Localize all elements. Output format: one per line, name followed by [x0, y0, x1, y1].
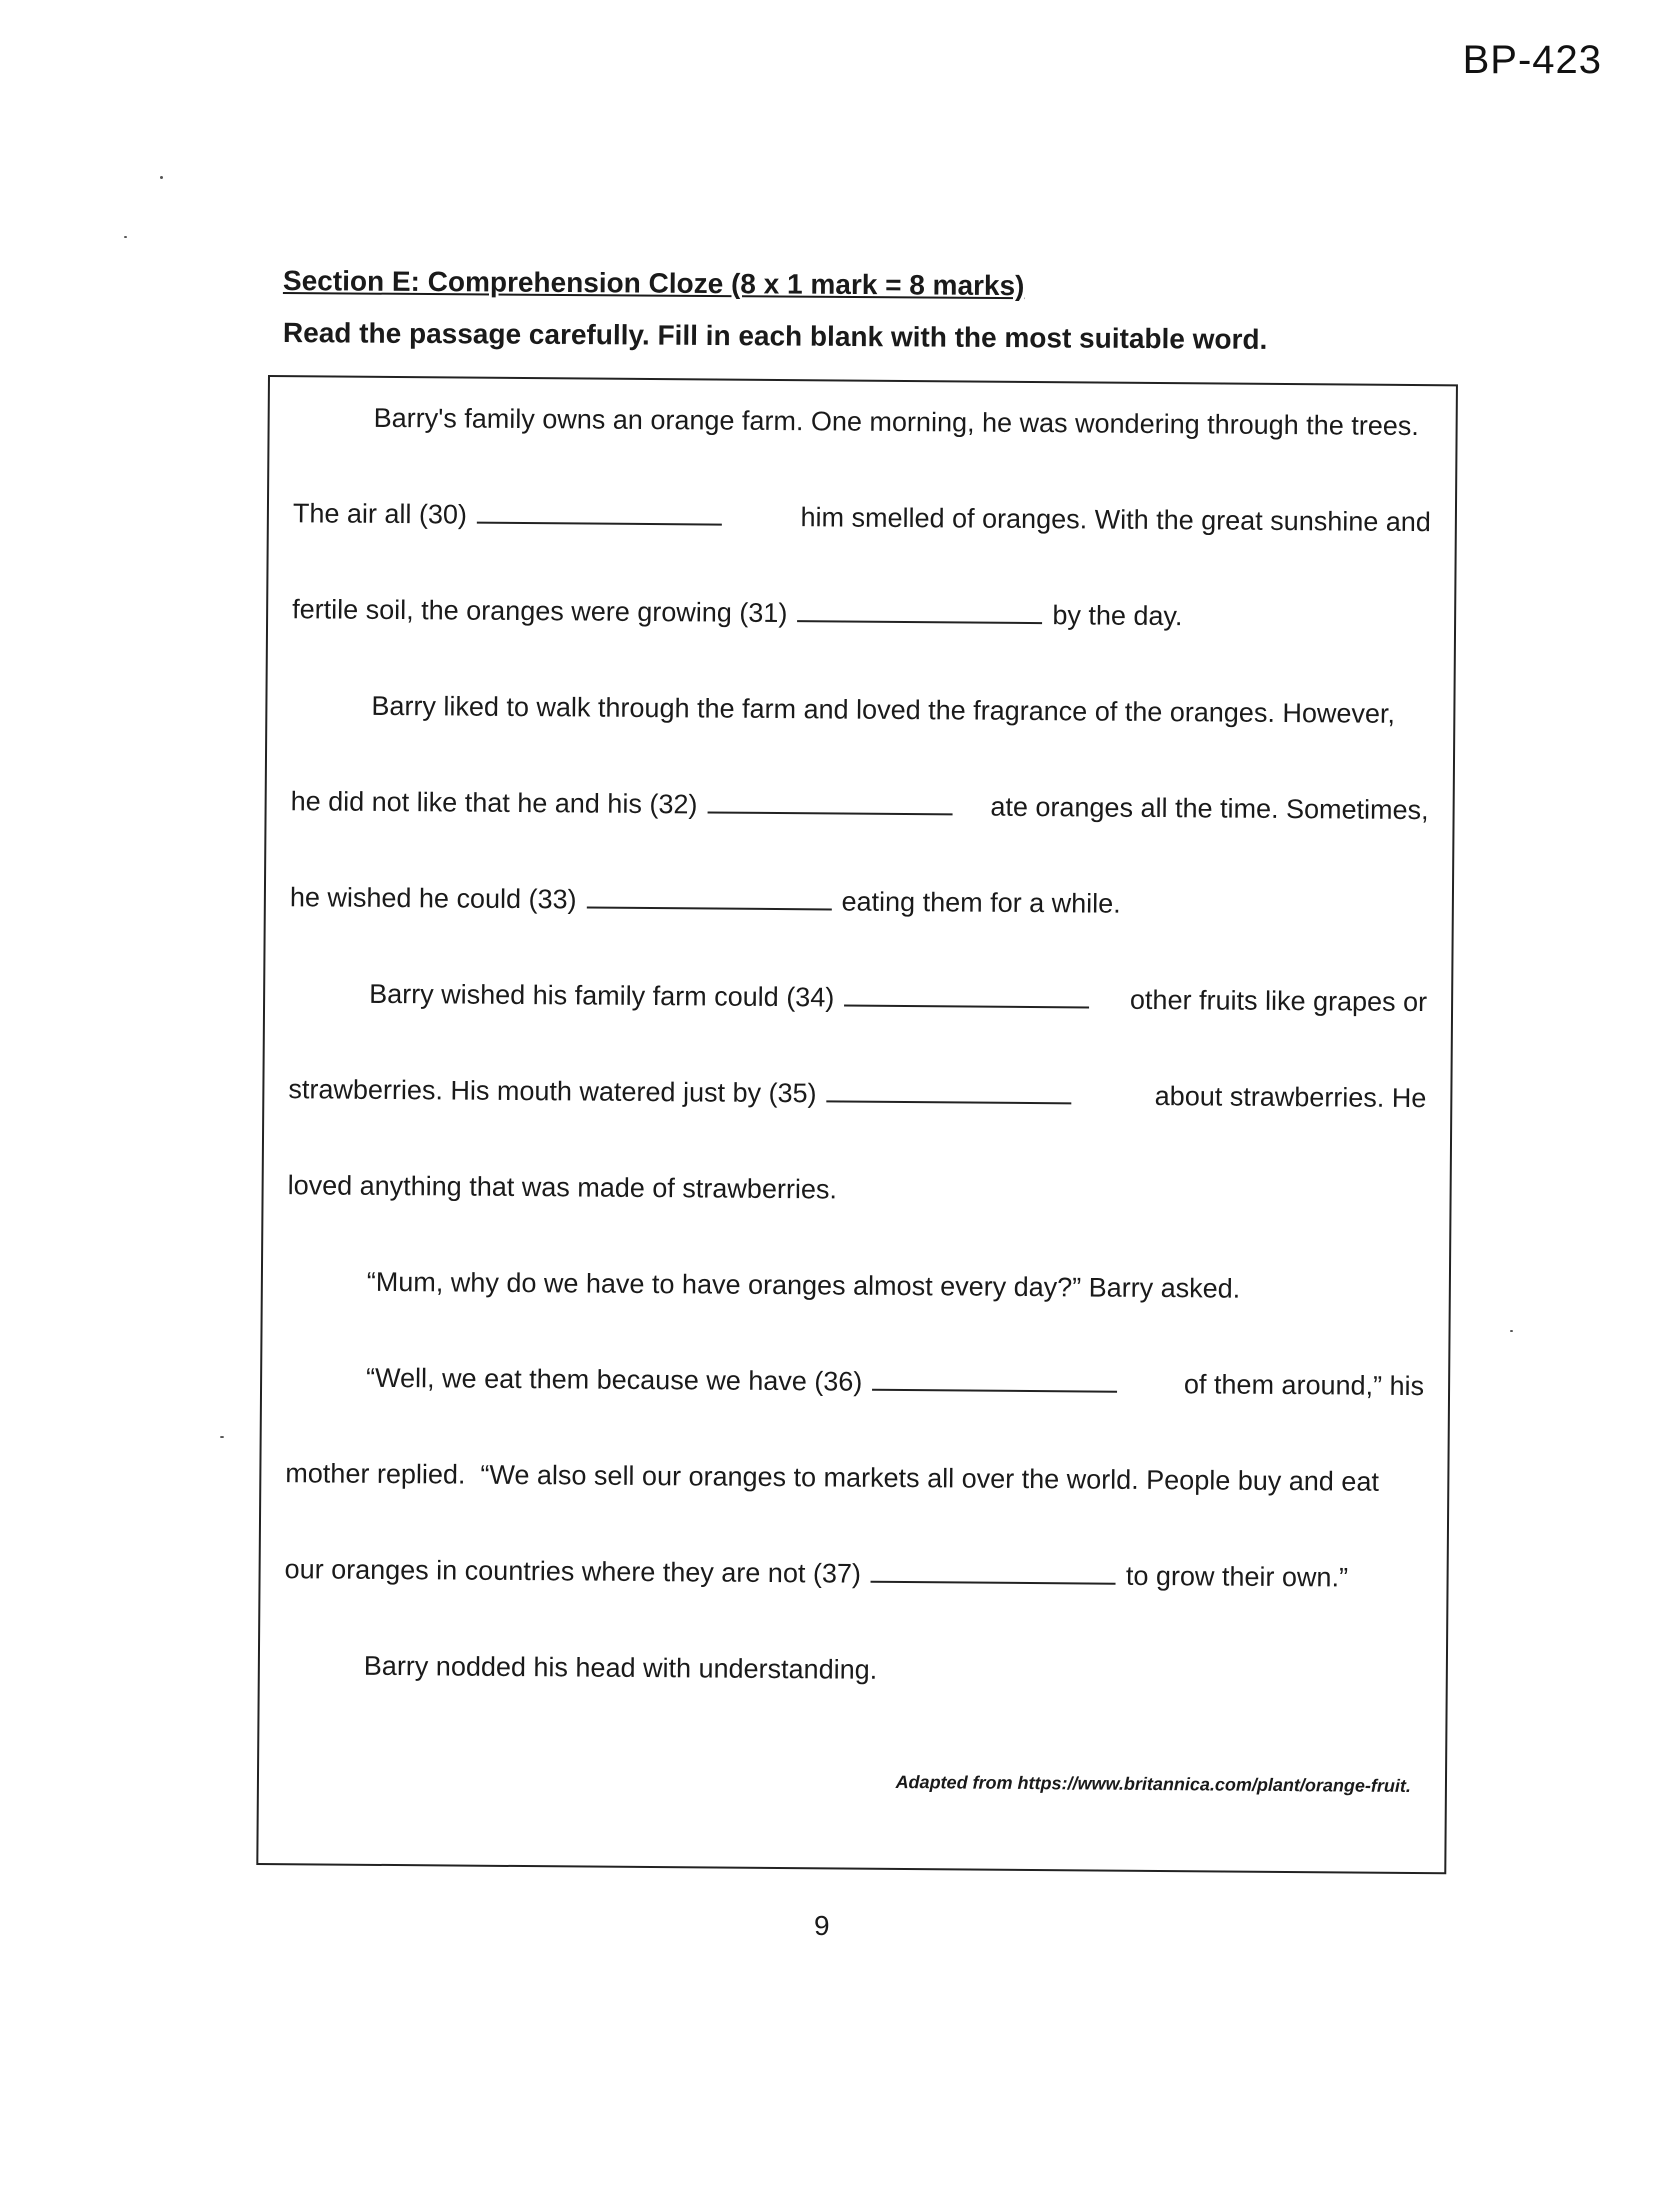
passage-line: Barry nodded his head with understanding. — [363, 1650, 878, 1685]
blank-36[interactable] — [872, 1367, 1117, 1393]
page-code: BP-423 — [1462, 38, 1602, 82]
passage-line: he did not like that he and his (32) ate oranges all the time. Sometimes, — [290, 786, 1429, 826]
blank-34[interactable] — [844, 983, 1089, 1009]
blank-33[interactable] — [587, 885, 832, 911]
passage-line: Barry's family owns an orange farm. One morning, he was wondering through the trees. — [373, 402, 1419, 442]
passage-line: loved anything that was made of strawberries. — [287, 1170, 838, 1205]
passage-line: “Well, we eat them because we have (36) of them around,” his — [366, 1362, 1425, 1402]
passage-line: Barry liked to walk through the farm and loved the fragrance of the oranges. However, — [371, 690, 1396, 729]
passage-line: fertile soil, the oranges were growing (31) by the day. — [292, 594, 1183, 632]
blank-30[interactable] — [477, 500, 722, 526]
blank-31[interactable] — [797, 598, 1042, 624]
passage-line: Barry wished his family farm could (34) other fruits like grapes or — [369, 978, 1428, 1018]
blank-37[interactable] — [871, 1559, 1116, 1585]
blank-32[interactable] — [707, 789, 952, 815]
scan-speck — [124, 236, 127, 238]
passage-line: our oranges in countries where they are not (37) to grow their own.” — [284, 1554, 1349, 1593]
instruction: Read the passage carefully. Fill in each blank with the most suitable word. — [282, 317, 1268, 355]
passage-box — [256, 375, 1458, 1874]
scan-speck — [160, 176, 163, 179]
passage-line: strawberries. His mouth watered just by (35) about strawberries. He — [288, 1074, 1427, 1114]
section-heading: Section E: Comprehension Cloze (8 x 1 mark = 8 marks) — [282, 265, 1025, 302]
source-citation: Adapted from https://www.britannica.com/plant/orange-fruit. — [895, 1771, 1412, 1797]
scan-speck — [220, 1436, 224, 1438]
blank-35[interactable] — [826, 1078, 1071, 1104]
scan-speck — [1510, 1330, 1513, 1332]
passage-line: “Mum, why do we have to have oranges almost every day?” Barry asked. — [366, 1266, 1241, 1304]
passage-line: he wished he could (33) eating them for a while. — [289, 882, 1121, 919]
passage-line: mother replied. “We also sell our oranges to markets all over the world. People buy and eat — [285, 1458, 1380, 1497]
page-number: 9 — [814, 1910, 830, 1941]
passage-line: The air all (30) him smelled of oranges. With the great sunshine and — [292, 498, 1431, 538]
